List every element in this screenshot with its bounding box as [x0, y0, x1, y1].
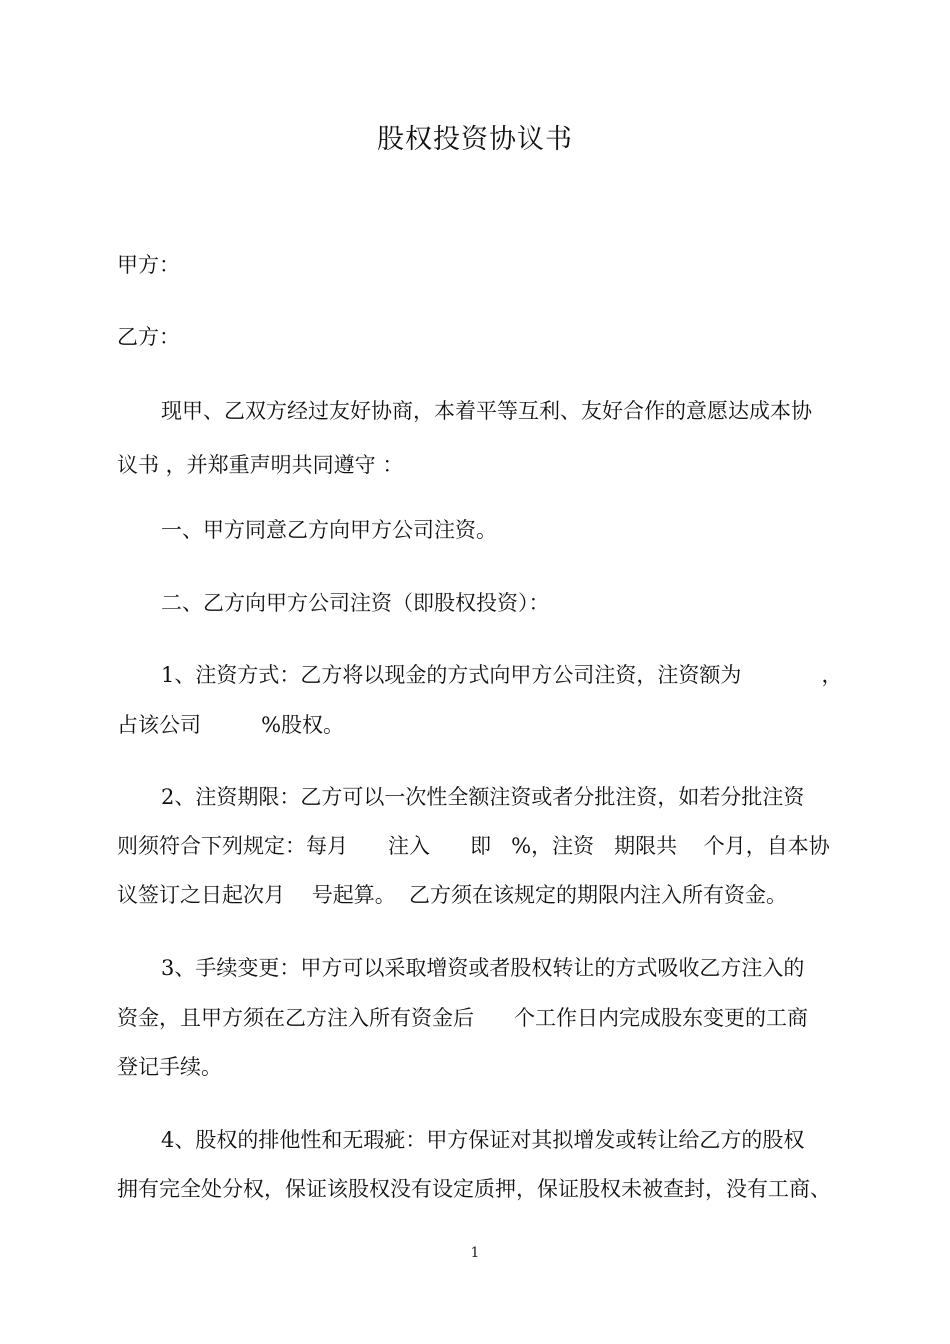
item-3-line-2: 资金，且甲方须在乙方注入所有资金后 个工作日内完成股东变更的工商 — [117, 1006, 809, 1030]
party-a-label: 甲方： — [117, 253, 180, 277]
page-number: 1 — [470, 1245, 480, 1261]
item-2-line-2: 则须符合下列规定：每月 注入 即 %，注资 期限共 个月，自本协 — [117, 834, 830, 858]
item-3-line-1: 3、手续变更：甲方可以采取增资或者股权转让的方式吸收乙方注入的 — [161, 956, 805, 980]
item-4-line-1: 4、股权的排他性和无瑕疵：甲方保证对其拟增发或转让给乙方的股权 — [161, 1128, 805, 1152]
item-1-line-1: 1、注资方式：乙方将以现金的方式向甲方公司注资，注资额为 ， — [161, 663, 843, 687]
party-b-label: 乙方： — [117, 325, 180, 349]
item-4-line-2: 拥有完全处分权，保证该股权没有设定质押，保证股权未被查封，没有工商、 — [117, 1177, 831, 1201]
preamble-line-1: 现甲、乙双方经过友好协商，本着平等互利、友好合作的意愿达成本协 — [161, 399, 812, 423]
document-title: 股权投资协议书 — [377, 124, 573, 155]
item-2-line-1: 2、注资期限：乙方可以一次性全额注资或者分批注资，如若分批注资 — [161, 785, 805, 809]
clause-2: 二、乙方向甲方公司注资（即股权投资）： — [161, 591, 550, 615]
item-2-line-3: 议签订之日起次月 号起算。 乙方须在该规定的期限内注入所有资金。 — [117, 883, 788, 907]
preamble-line-2: 议书 ，并郑重声明共同遵守 ： — [117, 453, 404, 477]
item-1-line-2: 占该公司 %股权。 — [117, 713, 345, 737]
item-3-line-3: 登记手续。 — [117, 1055, 222, 1079]
clause-1: 一、甲方同意乙方向甲方公司注资。 — [161, 518, 497, 542]
